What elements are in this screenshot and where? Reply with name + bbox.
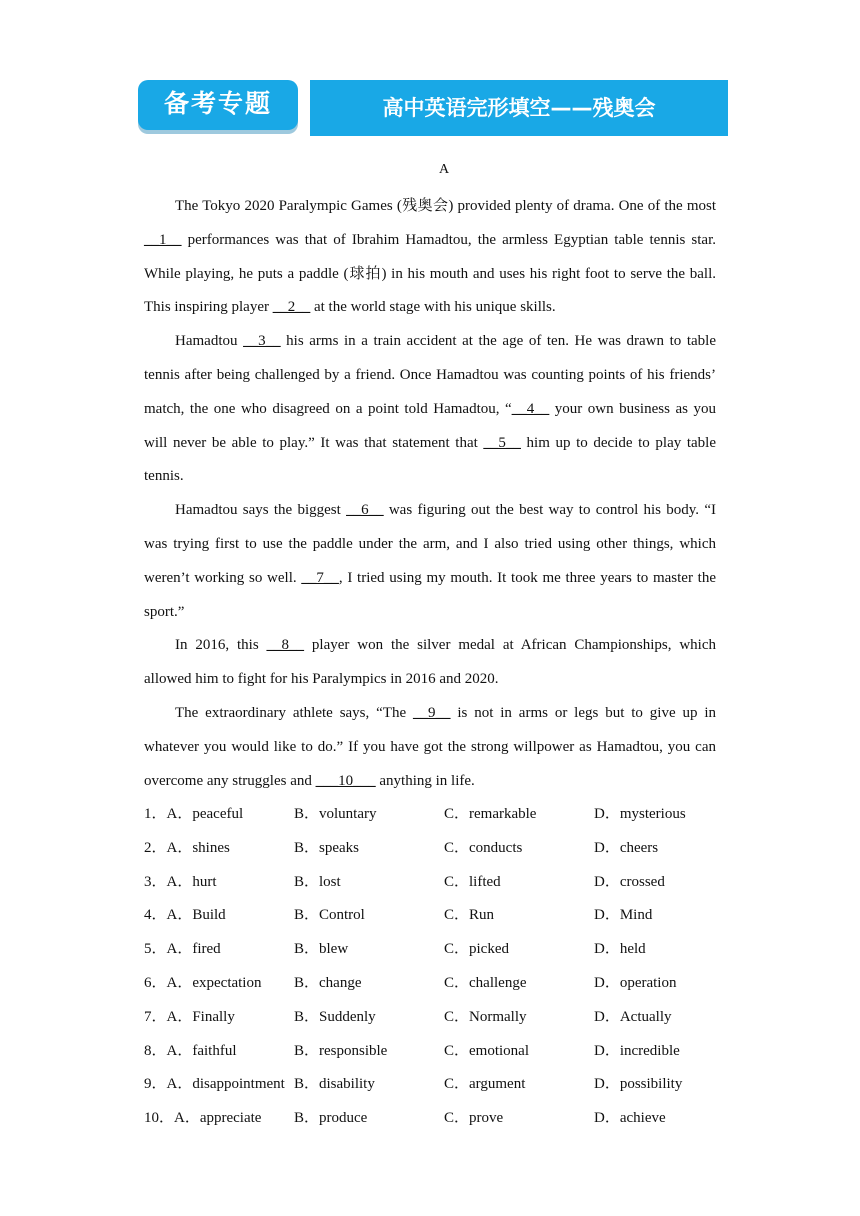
passage-text: Hamadtou says the biggest — [175, 502, 347, 519]
option-b: B．disability — [294, 1076, 375, 1093]
blank: __8__ — [266, 637, 305, 654]
option-b: B．voluntary — [294, 806, 377, 822]
paragraph — [144, 190, 716, 325]
option-b: B．change — [294, 974, 362, 991]
passage-text: was figuring out the best way to control his body. “I was trying first to use the paddle under the arm, and I also tried using other things, which weren’t working so well. — [144, 502, 716, 586]
passage-text: his arms in a train accident at the age of ten. He was drawn to table tennis after being challenged by a friend. Once Hamadtou was counting points of his friends’ match, the one who disagreed on a point told Hamadtou, “ — [144, 333, 717, 417]
option-c: C．prove — [444, 1110, 504, 1127]
passage-text: is not in arms or legs but to give up in whatever you would like to do.” If you have got the strong willpower as Hamadtou, you can overcome any struggles and — [144, 704, 716, 789]
option-c: C．challenge — [444, 974, 527, 991]
option-c: C．Run — [444, 907, 495, 924]
passage-text: In 2016, this — [175, 637, 267, 654]
option-row — [144, 798, 744, 832]
option-b: B．responsible — [294, 1042, 388, 1059]
option-c: C．picked — [444, 941, 509, 958]
option-a: 4．A．Build — [144, 907, 226, 924]
option-d: D．cheers — [594, 839, 659, 856]
option-c: C．conducts — [444, 839, 523, 856]
option-row — [144, 1068, 744, 1102]
topic-badge: 备考专题 — [138, 80, 298, 130]
option-a: 7．A．Finally — [144, 1008, 235, 1025]
option-row — [144, 1102, 744, 1136]
blank: __4__ — [511, 400, 550, 417]
passage-text: your own business as you will never be able to play.” It was that statement that — [144, 400, 716, 451]
option-d: D．incredible — [594, 1042, 680, 1059]
option-a: 1．A．peaceful — [144, 806, 244, 822]
option-b: B．Control — [294, 907, 365, 924]
passage-text: The extraordinary athlete says, “The — [175, 704, 413, 721]
option-c: C．argument — [444, 1076, 526, 1093]
option-row — [144, 1001, 744, 1035]
option-d: D．operation — [594, 974, 677, 991]
blank: __3__ — [243, 333, 281, 350]
blank: __9__ — [412, 704, 451, 721]
paragraph — [144, 629, 716, 697]
option-d: D．Mind — [594, 907, 653, 924]
paragraph — [144, 697, 716, 798]
option-d: D．held — [594, 941, 646, 958]
blank: __2__ — [272, 299, 311, 316]
option-row — [144, 832, 744, 866]
option-row — [144, 1035, 744, 1069]
passage-text: anything in life. — [375, 772, 475, 789]
passage-text: The Tokyo 2020 Paralympic Games (残奥会) provided plenty of drama. One of the most — [175, 198, 716, 214]
option-b: B．Suddenly — [294, 1008, 376, 1025]
option-row — [144, 866, 744, 900]
passage-text: him up to decide to play table tennis. — [144, 434, 716, 485]
blank: __5__ — [483, 434, 521, 451]
option-b: B．speaks — [294, 839, 359, 856]
option-row — [144, 967, 744, 1001]
option-a: 3．A．hurt — [144, 873, 217, 890]
option-a: 10．A．appreciate — [144, 1110, 262, 1127]
option-c: C．remarkable — [444, 806, 537, 822]
paragraph — [144, 325, 716, 494]
passage-text: Hamadtou — [175, 333, 244, 350]
option-c: C．Normally — [444, 1008, 527, 1025]
cloze-passage — [144, 190, 716, 798]
passage-text: player won the silver medal at African Championships, which allowed him to fight for his Paralympics in 2016 and 2020. — [144, 637, 716, 688]
blank: __7__ — [301, 569, 339, 586]
option-d: D．Actually — [594, 1008, 672, 1025]
option-d: D．possibility — [594, 1076, 683, 1093]
option-a: 2．A．shines — [144, 839, 230, 856]
option-d: D．achieve — [594, 1110, 666, 1127]
option-b: B．blew — [294, 941, 349, 958]
option-c: C．lifted — [444, 873, 501, 890]
blank: ___10___ — [315, 772, 376, 789]
paragraph — [144, 494, 716, 629]
passage-text: at the world stage with his unique skills. — [310, 299, 556, 316]
option-b: B．lost — [294, 873, 341, 890]
passage-text: , I tried using my mouth. It took me three years to master the sport.” — [144, 569, 716, 620]
blank: __6__ — [346, 502, 384, 519]
option-row — [144, 899, 744, 933]
option-c: C．emotional — [444, 1042, 529, 1059]
passage-text: performances was that of Ibrahim Hamadtou, the armless Egyptian table tennis star. While playing, he puts a paddle (球拍) in his mouth and uses his right foot to serve the ball. This inspiring player — [144, 231, 716, 316]
answer-options — [144, 798, 744, 1136]
option-row — [144, 933, 744, 967]
option-a: 8．A．faithful — [144, 1042, 237, 1059]
page-header — [0, 0, 860, 150]
option-b: B．produce — [294, 1110, 368, 1127]
option-a: 5．A．fired — [144, 941, 221, 958]
section-label: A — [438, 162, 450, 177]
option-a: 6．A．expectation — [144, 974, 262, 991]
option-a: 9．A．disappointment — [144, 1076, 285, 1093]
option-d: D．mysterious — [594, 806, 686, 822]
option-d: D．crossed — [594, 873, 665, 890]
title-banner: 高中英语完形填空——残奥会 — [310, 80, 728, 136]
blank: __1__ — [144, 231, 182, 248]
